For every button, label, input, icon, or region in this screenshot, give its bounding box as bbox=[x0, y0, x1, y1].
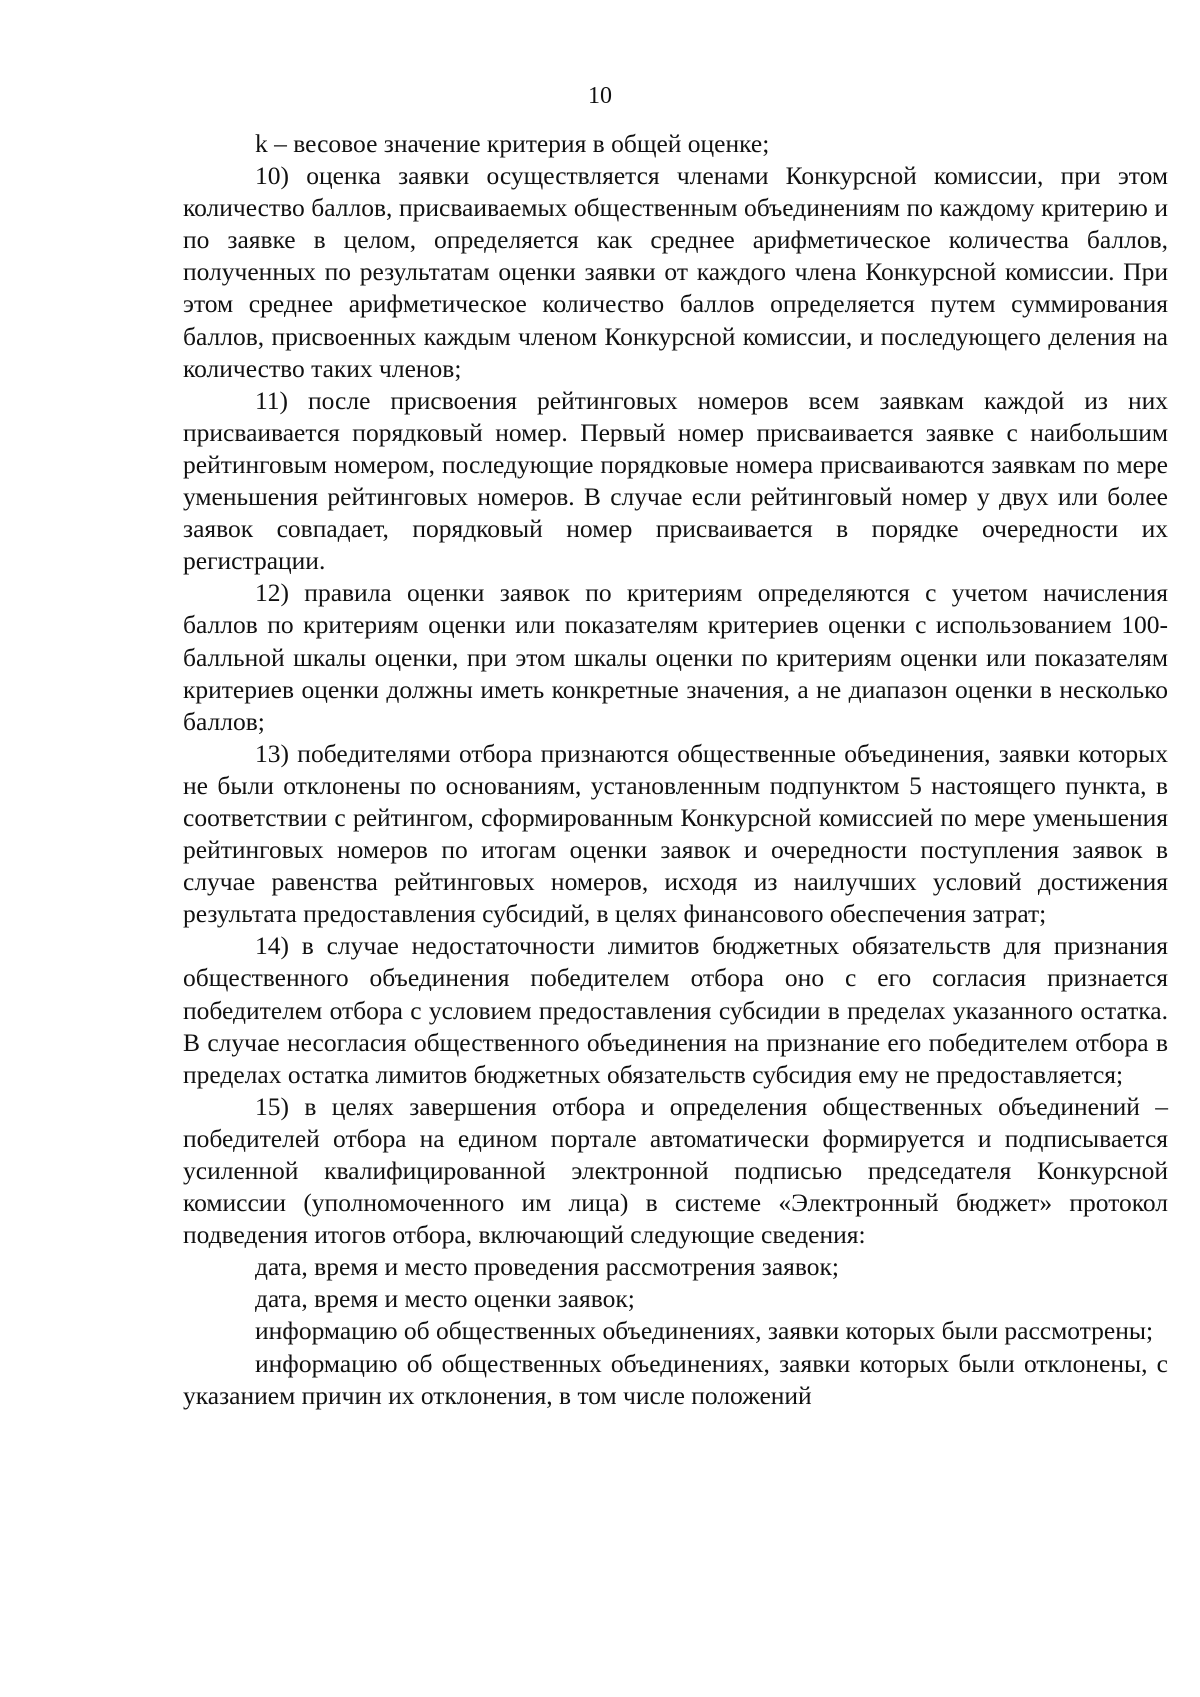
paragraph-evaluation-date: дата, время и место оценки заявок; bbox=[255, 1284, 635, 1314]
paragraph-item-13: 13) победителями отбора признаются общественные объединения, заявки которых не были отклонены по основаниям, установленным подпунктом 5 настоящего пункта, в соответствии с рейтингом, сформированным Конкурсной комиссией по мере уменьшения рейтинговых номеров по итогам оценки заявок и очередности поступления заявок в случае равенства рейтинговых номеров, исходя из наилучших условий достижения результата предоставления субсидий, в целях финансового обеспечения затрат; bbox=[183, 738, 1168, 929]
paragraph-item-12: 12) правила оценки заявок по критериям определяются с учетом начисления баллов по критериям оценки или показателям критериев оценки с использованием 100-балльной шкалы оценки, при этом шкалы оценки по критериям оценки или показателям критериев оценки должны иметь конкретные значения, а не диапазон оценки в несколько баллов; bbox=[183, 578, 1168, 736]
document-body bbox=[183, 128, 1168, 1412]
paragraph-weight-definition: k – весовое значение критерия в общей оценке; bbox=[255, 129, 770, 158]
paragraph-item-14: 14) в случае недостаточности лимитов бюджетных обязательств для признания общественного объединения победителем отбора оно с его согласия признается победителем отбора с условием предоставления субсидии в пределах указанного остатка. В случае несогласия общественного объединения на признание его победителем отбора в пределах остатка лимитов бюджетных обязательств субсидия ему не предоставляется; bbox=[183, 931, 1168, 1089]
paragraph-item-10: 10) оценка заявки осуществляется членами Конкурсной комиссии, при этом количество баллов, присваиваемых общественным объединениям по каждому критерию и по заявке в целом, определяется как среднее арифметическое количества баллов, полученных по результатам оценки заявки от каждого члена Конкурсной комиссии. При этом среднее арифметическое количество баллов определяется путем суммирования баллов, присвоенных каждым членом Конкурсной комиссии, и последующего деления на количество таких членов; bbox=[183, 161, 1168, 383]
paragraph-review-date: дата, время и место проведения рассмотрения заявок; bbox=[255, 1252, 839, 1282]
page-number: 10 bbox=[588, 83, 612, 109]
paragraph-item-15: 15) в целях завершения отбора и определения общественных объединений – победителей отбора на едином портале автоматически формируется и подписывается усиленной квалифицированной электронной подписью председателя Конкурсной комиссии (уполномоченного им лица) в системе «Электронный бюджет» протокол подведения итогов отбора, включающий следующие сведения: bbox=[183, 1091, 1168, 1250]
paragraph-reviewed-applications: информацию об общественных объединениях, заявки которых были рассмотрены; bbox=[255, 1316, 1154, 1346]
paragraph-item-11: 11) после присвоения рейтинговых номеров всем заявкам каждой из них присваивается порядковый номер. Первый номер присваивается заявке с наибольшим рейтинговым номером, последующие порядковые номера присваиваются заявкам по мере уменьшения рейтинговых номеров. В случае если рейтинговый номер у двух или более заявок совпадает, порядковый номер присваивается в порядке очередности их регистрации. bbox=[183, 385, 1168, 576]
paragraph-rejected-applications: информацию об общественных объединениях, заявки которых были отклонены, с указанием причин их отклонения, в том числе положений bbox=[183, 1348, 1168, 1410]
